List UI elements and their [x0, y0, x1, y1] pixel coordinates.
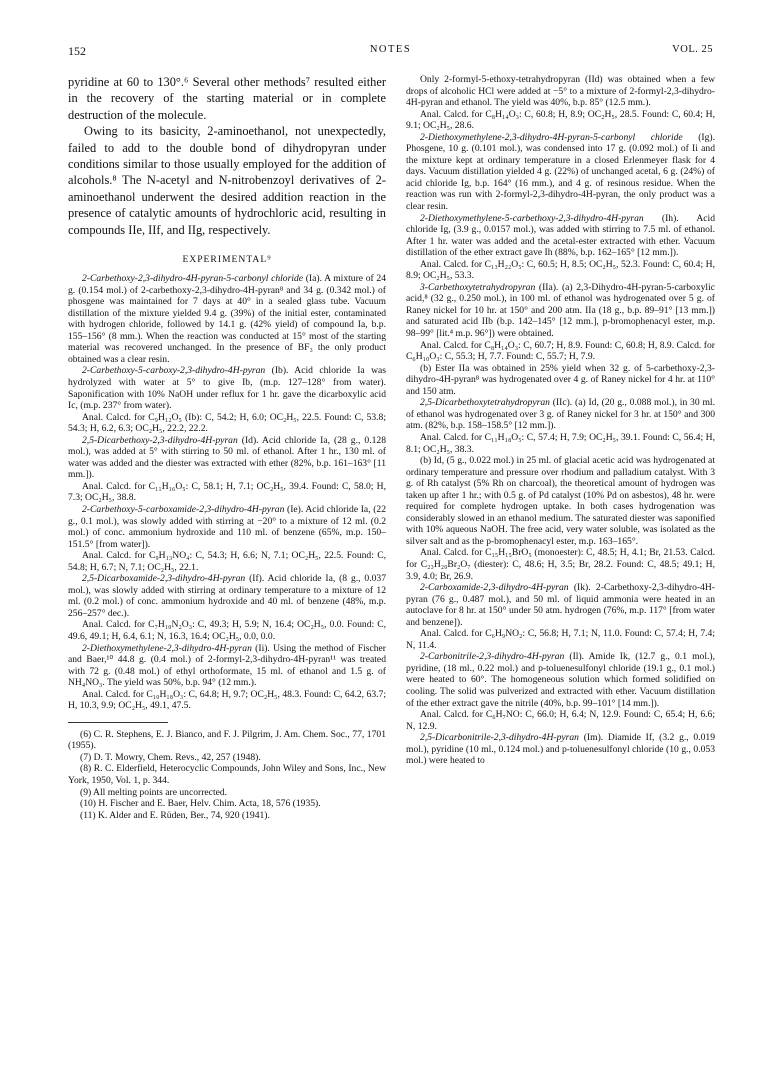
- procedure-paragraph: [406, 582, 715, 628]
- volume-number: VOL. 25: [672, 44, 713, 55]
- procedure-body: (Il). Amide Ik, (12.7 g., 0.1 mol.), pyridine, (18 ml., 0.22 mol.) and p-toluenesulfonyl chloride (19.1 g., 0.1 mol.) were heated to 60°. The homogeneous solution which formed solidified on cooling. The solid was pulverized and extracted with ether. Vacuum distillation of the ether extract gave the nitrile (40%, b.p. 99–101° [14 mm.]).: [406, 651, 715, 709]
- intro-paragraph: pyridine at 60 to 130°.⁶ Several other methods⁷ resulted either in the recovery of the starting material or in complete destruction of the molecule.: [68, 75, 386, 122]
- procedure-paragraph: [406, 732, 715, 767]
- analysis-paragraph: Anal. Calcd. for C₉H₁₃NO₄: C, 54.3; H, 6.6; N, 7.1; OC₂H₅, 22.5. Found: C, 54.8; H, 6.7; N, 7.1; OC₂H₅, 22.1.: [68, 550, 386, 573]
- compound-title: 2-Carbonitrile-2,3-dihydro-4H-pyran: [420, 651, 565, 663]
- compound-title: 3-Carbethoxytetrahydropyran: [420, 281, 536, 293]
- footnote: (8) R. C. Elderfield, Heterocyclic Compounds, John Wiley and Sons, Inc., New York, 1950, Vol. 1, p. 344.: [68, 763, 386, 787]
- intro-text: [68, 74, 386, 238]
- footnote: (11) K. Alder and E. Rüden, Ber., 74, 920 (1941).: [80, 809, 270, 821]
- procedure-body: (Ib). Acid chloride Ia was hydrolyzed with water at 5° to give Ib, (m.p. 127–128° from water). Saponification with 10% NaOH under reflux for 1 hr. gave the dicarboxylic acid Ic, (m.p. 237° from water).: [68, 365, 386, 412]
- footnote: (7) D. T. Mowry, Chem. Revs., 42, 257 (1948).: [80, 751, 261, 763]
- procedure-paragraph: (b) Id, (5 g., 0.022 mol.) in 25 ml. of glacial acetic acid was hydrogenated at ordinary temperature and pressure over rhodium and palladium catalyst. With 3 g. of Rh catalyst (5% Rh on charcoal), the theoretical amount of hydrogen was taken up after 1 hr.; with 0.5 g. of Pd catalyst (10% Pd on asbestos), 48 hr. were required for complete hydrogen uptake. In both cases hydrogenation was considerably slowed in an ethanol medium. The saturated diester was saponified with 10% aqueous NaOH. The free acid, very water soluble, was isolated as the silver salt and as the p-bromophenacyl ester, m.p. 163–165°.: [406, 455, 715, 547]
- footnote: (10) H. Fischer and E. Baer, Helv. Chim. Acta, 18, 576 (1935).: [80, 798, 321, 810]
- procedure-paragraph: [406, 132, 715, 213]
- procedure-paragraph: (b) Ester IIa was obtained in 25% yield when 32 g. of 5-carbethoxy-2,3-dihydro-4H-pyran⁸ was hydrogenated over 4 g. of Raney nickel for 4 hr. at 110° and 150 atm.: [406, 362, 715, 397]
- procedure-paragraph: [68, 273, 386, 365]
- left-column: [68, 74, 386, 821]
- analysis-paragraph: Anal. Calcd. for C₆H₇NO: C, 66.0; H, 6.4; N, 12.9. Found: C, 65.4; H, 6.6; N, 12.9.: [406, 709, 715, 732]
- procedure-paragraph: [406, 213, 715, 259]
- analysis-paragraph: Anal. Calcd. for C₁₀H₁₈O₃: C, 64.8; H, 9.7; OC₂H₅, 48.3. Found: C, 64.2, 63.7; H, 10.3, 9.9; OC₂H₅, 49.1, 47.5.: [68, 688, 386, 712]
- analysis-paragraph: Anal. Calcd. for C₁₁H₁₆O₅: C, 58.1; H, 7.1; OC₂H₅, 39.4. Found: C, 58.0; H, 7.3; OC₂H₅, 38.8.: [68, 480, 386, 504]
- compound-title: 2-Diethoxymethylene-2,3-dihydro-4H-pyran: [82, 642, 252, 654]
- analysis-paragraph: Anal. Calcd. for C₁₅H₁₅BrO₅ (monoester): C, 48.5; H, 4.1; Br, 21.53. Calcd. for C₂₃H₂₀Br₂O₇ (diester): C, 48.6; H, 3.5; Br, 28.2. Found: C, 48.5; 49.1; H, 3.9, 4.0; Br, 26.9.: [406, 547, 715, 582]
- compound-title: 2,5-Dicarbethoxytetrahydropyran: [420, 397, 550, 409]
- procedure-body: (Ih). Acid chloride Ig, (3.9 g., 0.0157 mol.), was added with stirring to 7.5 ml. of ethanol. After 1 hr. water was added and the acetal-ester extracted with ether. Vacuum distillation of the ether extract gave Ih (88%, b.p. 162–165° [12 mm.]).: [406, 212, 715, 259]
- compound-title: 2-Carbethoxy-5-carboxy-2,3-dihydro-4H-pyran: [82, 365, 266, 377]
- experimental-text: [68, 273, 386, 712]
- compound-title: 2,5-Dicarboxamide-2,3-dihydro-4H-pyran: [82, 573, 246, 585]
- page-header: [68, 44, 713, 62]
- analysis-paragraph: Anal. Calcd. for C₁₃H₂₂O₅: C, 60.5; H, 8.5; OC₂H₅, 52.3. Found: C, 60.4; H, 8.9; OC₂H₅, 53.3.: [406, 258, 715, 282]
- section-heading: EXPERIMENTAL⁹: [182, 254, 272, 266]
- page-number: 152: [68, 44, 86, 58]
- compound-title: 2,5-Dicarbethoxy-2,3-dihydro-4H-pyran: [82, 434, 238, 446]
- procedure-paragraph: [68, 365, 386, 411]
- compound-title: 2-Carboxamide-2,3-dihydro-4H-pyran: [420, 582, 569, 594]
- procedure-paragraph: [68, 435, 386, 481]
- procedure-paragraph: [406, 282, 715, 340]
- procedure-body: (Ig). Phosgene, 10 g. (0.101 mol.), was condensed into 17 g. (0.092 mol.) of Ii and the mixture kept at ordinary temperature in a closed Erlenmeyer flask for 4 days. Vacuum distillation yielded 4 g. (22%) of unchanged acetal, 6 g. (24%) of acid chloride Ig, b.p. 164° (16 mm.), and 4 g. of resinous residue. When the reaction was run with 2-formyl-2,3-dihydro-4H-pyran, the only product was a clear resin.: [406, 131, 715, 213]
- analysis-paragraph: Anal. Calcd. for C₉H₁₂O₅ (Ib): C, 54.2; H, 6.0; OC₂H₅, 22.5. Found: C, 53.8; 54.3; H, 6.2, 6.3; OC₂H₅, 22.2, 22.2.: [68, 411, 386, 435]
- procedure-paragraph: [406, 397, 715, 432]
- compound-title: 2-Carbethoxy-5-carboxamide-2,3-dihydro-4H-pyran: [82, 504, 285, 515]
- compound-title: 2-Diethoxymethylene-5-carbethoxy-2,3-dihydro-4H-pyran: [420, 212, 644, 224]
- right-column: [406, 74, 715, 767]
- analysis-paragraph: Anal. Calcd. for C₈H₁₄O₃: C, 60.8; H, 8.9; OC₂H₅, 28.5. Found: C, 60.4; H, 9.1; OC₂H₅, 28.6.: [406, 108, 715, 132]
- compound-title: 2-Diethoxymethylene-2,3-dihydro-4H-pyran-5-carbonyl chloride: [420, 131, 683, 143]
- analysis-paragraph: Anal. Calcd. for C₆H₉NO₂: C, 56.8; H, 7.1; N, 11.0. Found: C, 57.4; H, 7.4; N, 11.4.: [406, 628, 715, 651]
- procedure-body: (Ia). A mixture of 24 g. (0.154 mol.) of 2-carbethoxy-2,3-dihydro-4H-pyran⁸ and 34 g. (0.342 mol.) of phosgene was maintained for 7 days at 40° in a sealed glass tube. Vacuum distillation of the mixture yielded 9.4 g. (39%) of the initial ester, contaminated with hydrogen chloride, followed by 14.1 g. (42% yield) of compound Ia, b.p. 155–156° (8 mm.). When the reaction was conducted at 15° most of the starting material was recovered unchanged. In the presence of BF₃ the only product obtained was a clear resin.: [68, 273, 386, 365]
- procedure-body: (If). Acid chloride Ia, (8 g., 0.037 mol.), was slowly added with stirring at ordinary temperature to a mixture of 12 ml. (0.2 mol.) of conc. ammonium hydroxide and 40 ml. of benzene (48%, m.p. 256–257° dec.).: [68, 573, 386, 619]
- procedure-paragraph: [68, 504, 386, 550]
- footnote: (6) C. R. Stephens, E. J. Bianco, and F. J. Pilgrim, J. Am. Chem. Soc., 77, 1701 (1955).: [68, 728, 386, 752]
- procedure-body: (IIa). (a) 2,3-Dihydro-4H-pyran-5-carboxylic acid,⁸ (32 g., 0.250 mol.), in 100 ml. of ethanol was hydrogenated over 5 g. of Raney nickel for 10 hr. at 150° and 200 atm. IIa (18 g., b.p. 89–91° [13 mm.]) and saturated acid IIb (b.p. 142–145° [12 mm.], p-bromophenacyl ester, m.p. 98–99° [lit.⁴ m.p. 96°]) were obtained.: [406, 281, 715, 340]
- procedure-body: (Id). Acid chloride Ia, (28 g., 0.128 mol.), was added at 5° with stirring to 50 ml. of ethanol. After 1 hr., 130 ml. of water was added and the diester was extracted with ether (82%, b.p. 161–163° [11 mm.]).: [68, 434, 386, 481]
- procedure-body: (IIc). (a) Id, (20 g., 0.088 mol.), in 30 ml. of ethanol was hydrogenated over 3 g. of Raney nickel for 3 hr. at 150° and 300 atm. (82%, b.p. 158–158.5° [12 mm.]).: [406, 397, 715, 432]
- running-title: NOTES: [369, 44, 412, 55]
- procedure-paragraph: [68, 573, 386, 619]
- procedure-paragraph: [406, 651, 715, 709]
- procedure-paragraph: [68, 643, 386, 689]
- footnotes: [68, 729, 386, 821]
- procedure-body: (Ii). Using the method of Fischer and Baer,¹⁰ 44.8 g. (0.4 mol.) of 2-formyl-2,3-dihydro-4H-pyran¹¹ was treated with 72 g. (0.48 mol.) of ethyl orthoformate, 15 ml. of ethanol and 1.5 g. of NH₄NO₃. The yield was 50%, b.p. 94° (12 mm.).: [68, 642, 386, 689]
- procedure-body: (Im). Diamide If, (3.2 g., 0.019 mol.), pyridine (10 ml., 0.124 mol.) and p-toluenesulfonyl chloride (10 g., 0.053 mol.) were heated to: [406, 732, 715, 767]
- procedure-body: (Ie). Acid chloride Ia, (22 g., 0.1 mol.), was slowly added with stirring at −20° to a mixture of 12 ml. (0.2 mol.) of conc. ammonium hydroxide and 110 ml. of benzene (65%, m.p. 150–151.5° [from water]).: [68, 504, 386, 550]
- procedure-body: (Ik). 2-Carbethoxy-2,3-dihydro-4H-pyran (76 g., 0.487 mol.), and 50 ml. of liquid ammonia were heated in an autoclave for 8 hr. at 150° under 50 atm. hydrogen (76%, m.p. 117° [from water and benzene]).: [406, 582, 715, 628]
- analysis-paragraph: Anal. Calcd. for C₁₁H₁₈O₅: C, 57.4; H, 7.9; OC₂H₅, 39.1. Found: C, 56.4; H, 8.1; OC₂H₅, 38.3.: [406, 431, 715, 455]
- compound-title: 2-Carbethoxy-2,3-dihydro-4H-pyran-5-carbonyl chloride: [82, 273, 304, 285]
- footnote-rule: [68, 722, 168, 723]
- procedure-paragraph: Only 2-formyl-5-ethoxy-tetrahydropyran (IId) was obtained when a few drops of alcoholic HCl were added at −5° to a mixture of 2-formyl-2,3-dihydro-4H-pyran and ethanol. The yield was 40%, b.p. 85° (12.5 mm.).: [406, 74, 715, 109]
- intro-paragraph: Owing to its basicity, 2-aminoethanol, not unexpectedly, failed to add to the double bond of dihydropyran under conditions similar to those usually employed for the addition of alcohols.⁸ The N-acetyl and N-nitrobenzoyl derivatives of 2-aminoethanol underwent the desired addition reaction in the presence of catalytic amounts of hydrochloric acid, resulting in compounds IIe, IIf, and IIg, respectively.: [68, 124, 386, 237]
- analysis-paragraph: Anal. Calcd. for C₇H₁₀N₂O₃: C, 49.3; H, 5.9; N, 16.4; OC₂H₅, 0.0. Found: C, 49.6, 49.1; H, 6.4, 6.1; N, 16.3, 16.4; OC₂H₅, 0.0, 0.0.: [68, 619, 386, 643]
- footnote: (9) All melting points are uncorrected.: [80, 786, 228, 798]
- compound-title: 2,5-Dicarbonitrile-2,3-dihydro-4H-pyran: [420, 732, 579, 744]
- analysis-paragraph: Anal. Calcd. for C₈H₁₄O₃: C, 60.7; H, 8.9. Found: C, 60.8; H, 8.9. Calcd. for C₆H₁₀O₃: C, 55.3; H, 7.7. Found: C, 55.7; H, 7.9.: [406, 339, 715, 363]
